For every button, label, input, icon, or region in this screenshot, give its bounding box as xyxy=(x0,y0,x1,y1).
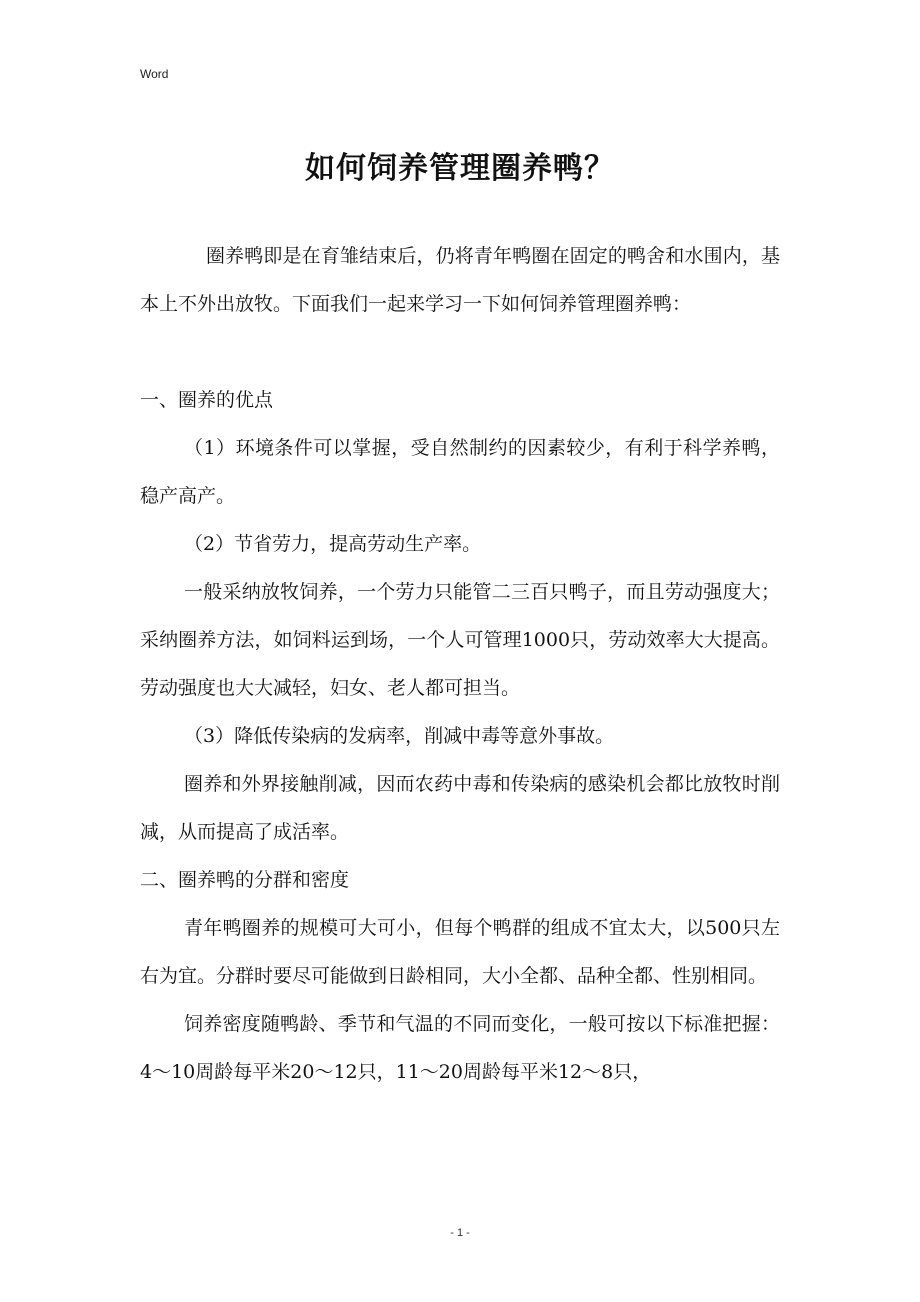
intro-paragraph: 圈养鸭即是在育雏结束后，仍将青年鸭圈在固定的鸭舍和水围内，基本上不外出放牧。下面我们一起来学习一下如何饲养管理圈养鸭： xyxy=(140,245,780,315)
document-title: 如何饲养管理圈养鸭？ xyxy=(305,151,615,186)
paragraph: （1）环境条件可以掌握，受自然制约的因素较少，有利于科学养鸭，稳产高产。 xyxy=(140,437,780,507)
paragraph: 一般采纳放牧饲养，一个劳力只能管二三百只鸭子，而且劳动强度大；采纳圈养方法，如饲料运到场，一个人可管理1000只，劳动效率大大提高。劳动强度也大大减轻，妇女、老人都可担当。 xyxy=(140,581,780,699)
document-body xyxy=(140,232,780,1096)
paragraph: 圈养和外界接触削减，因而农药中毒和传染病的感染机会都比放牧时削减，从而提高了成活率。 xyxy=(140,773,780,843)
header-app-label: Word xyxy=(140,67,169,81)
paragraph: （2）节省劳力，提高劳动生产率。 xyxy=(184,533,482,555)
blank-line xyxy=(140,328,780,376)
paragraph: 饲养密度随鸭龄、季节和气温的不同而变化，一般可按以下标准把握：4～10周龄每平米20～12只，11～20周龄每平米12～8只， xyxy=(140,1013,780,1083)
paragraph: （3）降低传染病的发病率，削减中毒等意外事故。 xyxy=(184,725,615,747)
page-number: - 1 - xyxy=(450,1227,470,1239)
paragraph: 青年鸭圈养的规模可大可小，但每个鸭群的组成不宜太大，以500只左右为宜。分群时要尽可能做到日龄相同，大小全都、品种全都、性别相同。 xyxy=(140,917,780,987)
section-heading-advantages: 一、圈养的优点 xyxy=(140,389,274,411)
section-heading-grouping-density: 二、圈养鸭的分群和密度 xyxy=(140,869,350,891)
